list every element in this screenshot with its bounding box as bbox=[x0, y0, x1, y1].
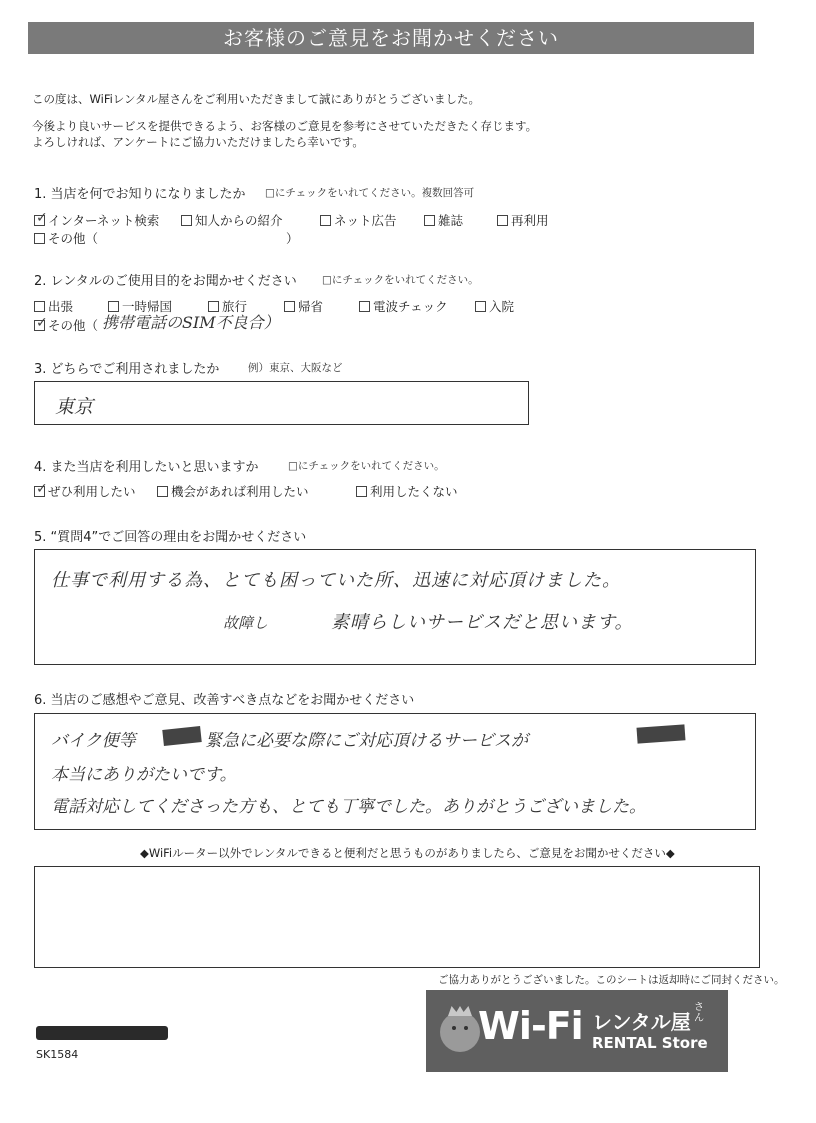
logo-rental-store: RENTAL Store bbox=[592, 1034, 708, 1052]
crown-icon bbox=[448, 1006, 472, 1016]
checkbox-checked[interactable] bbox=[34, 315, 48, 331]
q6-answer-box[interactable] bbox=[34, 713, 756, 830]
checkbox[interactable] bbox=[157, 486, 168, 497]
q1-note: □にチェックをいれてください。複数回答可 bbox=[265, 187, 475, 199]
checkbox[interactable] bbox=[356, 486, 367, 497]
q1-other-close: ） bbox=[286, 231, 299, 246]
check-mark-icon: ✓ bbox=[36, 315, 48, 331]
q3-answer-box[interactable] bbox=[34, 381, 529, 425]
q6-answer-line-1: バイク便等 bbox=[51, 731, 136, 751]
footer-thanks: ご協力ありがとうございました。このシートは返却時にご同封ください。 bbox=[438, 974, 785, 986]
intro-line-2: 今後より良いサービスを提供できるよう、お客様のご意見を参考にさせていただきたく存じます。 bbox=[32, 119, 538, 133]
q1-label: 1. 当店を何でお知りになりましたか bbox=[34, 187, 246, 202]
q2-label: 2. レンタルのご使用目的をお聞かせください bbox=[34, 274, 297, 289]
q7-label: ◆WiFiルーター以外でレンタルできると便利だと思うものがありましたら、ご意見をお聞かせください◆ bbox=[140, 846, 675, 860]
mascot-eye bbox=[452, 1026, 456, 1030]
checkbox[interactable] bbox=[34, 301, 45, 312]
checkbox[interactable] bbox=[359, 301, 370, 312]
intro-line-3: よろしければ、アンケートにご協力いただけましたら幸いです。 bbox=[32, 135, 364, 149]
q2-option-homecoming[interactable]: 帰省 bbox=[284, 297, 323, 315]
logo-rental-jp: レンタル屋 bbox=[592, 1010, 691, 1034]
checkbox-checked[interactable] bbox=[34, 210, 48, 226]
checkbox-checked[interactable] bbox=[34, 481, 48, 497]
scribble-redaction bbox=[637, 724, 686, 743]
intro-line-1: この度は、WiFiレンタル屋さんをご利用いただきまして誠にありがとうございました。 bbox=[32, 92, 481, 106]
checkbox[interactable] bbox=[284, 301, 295, 312]
logo-san: さん bbox=[694, 1002, 704, 1024]
q7-answer-box[interactable] bbox=[34, 866, 760, 968]
q2-other-handwritten: 携帯電話のSIM不良合） bbox=[102, 313, 280, 332]
q6-answer-line-2: 本当にありがたいです。 bbox=[51, 765, 237, 785]
q5-label: 5. “質問4”でご回答の理由をお聞かせください bbox=[34, 530, 307, 545]
q3-label: 3. どちらでご利用されましたか bbox=[34, 362, 220, 377]
q5-answer-box[interactable] bbox=[34, 549, 756, 665]
q5-answer-insert: 故障し bbox=[223, 614, 269, 632]
q2-note: □にチェックをいれてください。 bbox=[322, 274, 479, 286]
q1-option-referral[interactable]: 知人からの紹介 bbox=[181, 211, 283, 229]
checkbox[interactable] bbox=[424, 215, 435, 226]
logo-wifi-text: Wi-Fi bbox=[478, 1004, 583, 1048]
q5-answer-line-1: 仕事で利用する為、とても困っていた所、迅速に対応頂けました。 bbox=[51, 570, 621, 591]
q2-option-signal-check[interactable]: 電波チェック bbox=[359, 297, 448, 315]
q4-option-no[interactable]: 利用したくない bbox=[356, 482, 458, 500]
checkbox[interactable] bbox=[320, 215, 331, 226]
checkbox[interactable] bbox=[475, 301, 486, 312]
q5-answer-line-2: 素晴らしいサービスだと思います。 bbox=[331, 612, 634, 633]
redacted-tracking-number bbox=[36, 1026, 168, 1040]
q1-option-reuse[interactable]: 再利用 bbox=[497, 211, 549, 229]
wifi-rental-logo bbox=[426, 990, 728, 1072]
q4-option-maybe[interactable]: 機会があれば利用したい bbox=[157, 482, 309, 500]
scribble-redaction bbox=[162, 726, 201, 746]
q2-option-other[interactable]: ✓ その他（ bbox=[36, 315, 99, 333]
checkbox[interactable] bbox=[181, 215, 192, 226]
q1-option-other[interactable]: その他（ bbox=[34, 229, 98, 247]
q1-option-magazine[interactable]: 雑誌 bbox=[424, 211, 463, 229]
q1-option-internet[interactable]: ✓ インターネット検索 bbox=[36, 210, 160, 228]
q2-option-temp-return[interactable]: 一時帰国 bbox=[108, 297, 172, 315]
q6-label: 6. 当店のご感想やご意見、改善すべき点などをお聞かせください bbox=[34, 693, 415, 708]
mascot-icon bbox=[440, 1012, 480, 1052]
q3-answer-handwritten: 東京 bbox=[55, 396, 94, 418]
q4-option-definitely[interactable]: ✓ ぜひ利用したい bbox=[36, 481, 136, 499]
checkbox[interactable] bbox=[34, 233, 45, 244]
q2-option-travel[interactable]: 旅行 bbox=[208, 297, 247, 315]
q2-option-hospital[interactable]: 入院 bbox=[475, 297, 514, 315]
check-mark-icon: ✓ bbox=[36, 210, 48, 226]
mascot-eye bbox=[464, 1026, 468, 1030]
q6-answer-line-3: 電話対応してくださった方も、とても丁寧でした。ありがとうございました。 bbox=[51, 797, 646, 817]
q1-option-net-ad[interactable]: ネット広告 bbox=[320, 211, 397, 229]
q6-answer-line-1b: 緊急に必要な際にご対応頂けるサービスが bbox=[205, 731, 528, 751]
q2-option-business-trip[interactable]: 出張 bbox=[34, 297, 73, 315]
page-title: お客様のご意見をお聞かせください bbox=[28, 22, 754, 54]
check-mark-icon: ✓ bbox=[36, 481, 48, 497]
checkbox[interactable] bbox=[497, 215, 508, 226]
q4-label: 4. また当店を利用したいと思いますか bbox=[34, 460, 259, 475]
sheet-code: SK1584 bbox=[36, 1048, 79, 1061]
q3-note: 例）東京、大阪など bbox=[248, 362, 343, 374]
q4-note: □にチェックをいれてください。 bbox=[288, 460, 445, 472]
